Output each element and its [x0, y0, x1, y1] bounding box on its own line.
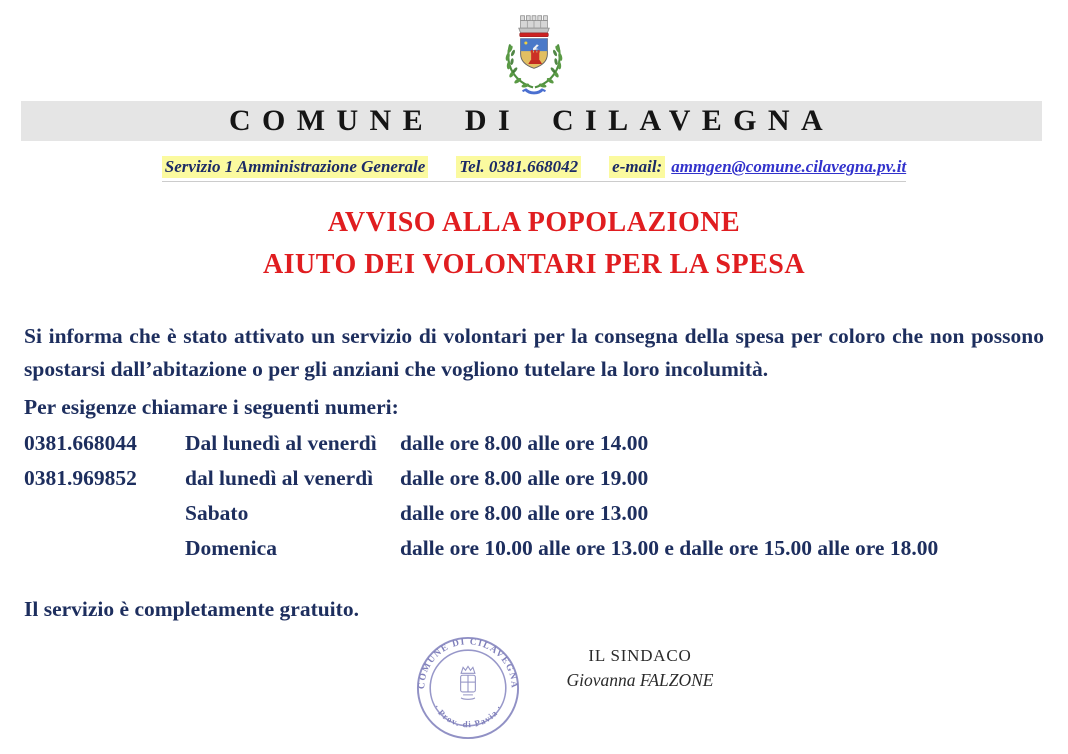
- svg-text:· Prov. di Pavia ·: [432, 703, 505, 730]
- schedule-row: [24, 496, 1044, 531]
- office-email-group: [609, 156, 906, 178]
- schedule-phone: 0381.668044: [24, 431, 137, 455]
- schedule-hours: dalle ore 8.00 alle ore 14.00: [400, 431, 649, 455]
- notice-intro-paragraph: Si informa che è stato attivato un servizio di volontari per la consegna della spesa per coloro che non possono spostarsi dall’abitazione o per gli anziani che vogliono tutelare la loro incolumità.: [24, 324, 1044, 381]
- schedule-days: Dal lunedì al venerdì: [185, 431, 377, 455]
- email-label: e-mail:: [609, 156, 665, 178]
- stamp-bottom-text: · Prov. di Pavia ·: [431, 702, 505, 730]
- schedule-hours: dalle ore 8.00 alle ore 19.00: [400, 466, 649, 490]
- notice-heading-line2: AIUTO DEI VOLONTARI PER LA SPESA: [262, 249, 806, 280]
- notice-heading-line1: AVVISO ALLA POPOLAZIONE: [327, 207, 741, 238]
- stamp-crest-icon: [461, 666, 476, 699]
- schedule-table: [24, 426, 1044, 566]
- schedule-hours: dalle ore 10.00 alle ore 13.00 e dalle ore 15.00 alle ore 18.00: [400, 536, 939, 560]
- schedule-row: [24, 461, 1044, 496]
- coat-of-arms-icon: [491, 7, 577, 99]
- schedule-row: [24, 426, 1044, 461]
- signature-block: [545, 646, 735, 691]
- free-service-note: Il servizio è completamente gratuito.: [24, 597, 359, 621]
- email-link[interactable]: ammgen@comune.cilavegna.pv.it: [671, 157, 907, 176]
- schedule-days: Domenica: [185, 536, 277, 560]
- office-name: Servizio 1 Amministrazione Generale: [162, 156, 429, 178]
- schedule-days: Sabato: [185, 501, 249, 525]
- schedule-phone: 0381.969852: [24, 466, 137, 490]
- municipal-stamp-icon: [414, 634, 522, 742]
- schedule-days: dal lunedì al venerdì: [185, 466, 374, 490]
- office-contact-line: [162, 156, 906, 182]
- signature-name: Giovanna FALZONE: [566, 670, 714, 690]
- municipality-banner: [21, 101, 1042, 141]
- office-phone: Tel. 0381.668042: [456, 156, 581, 178]
- signature-title: IL SINDACO: [588, 646, 692, 665]
- schedule-hours: dalle ore 8.00 alle ore 13.00: [400, 501, 649, 525]
- stamp-top-text: COMUNE DI CILAVEGNA: [417, 637, 519, 690]
- schedule-row: [24, 531, 1044, 566]
- municipality-title: COMUNE DI CILAVEGNA: [228, 104, 835, 137]
- call-instruction: Per esigenze chiamare i seguenti numeri:: [24, 395, 399, 419]
- header-crest-area: [0, 0, 1068, 97]
- footer: [0, 630, 1068, 754]
